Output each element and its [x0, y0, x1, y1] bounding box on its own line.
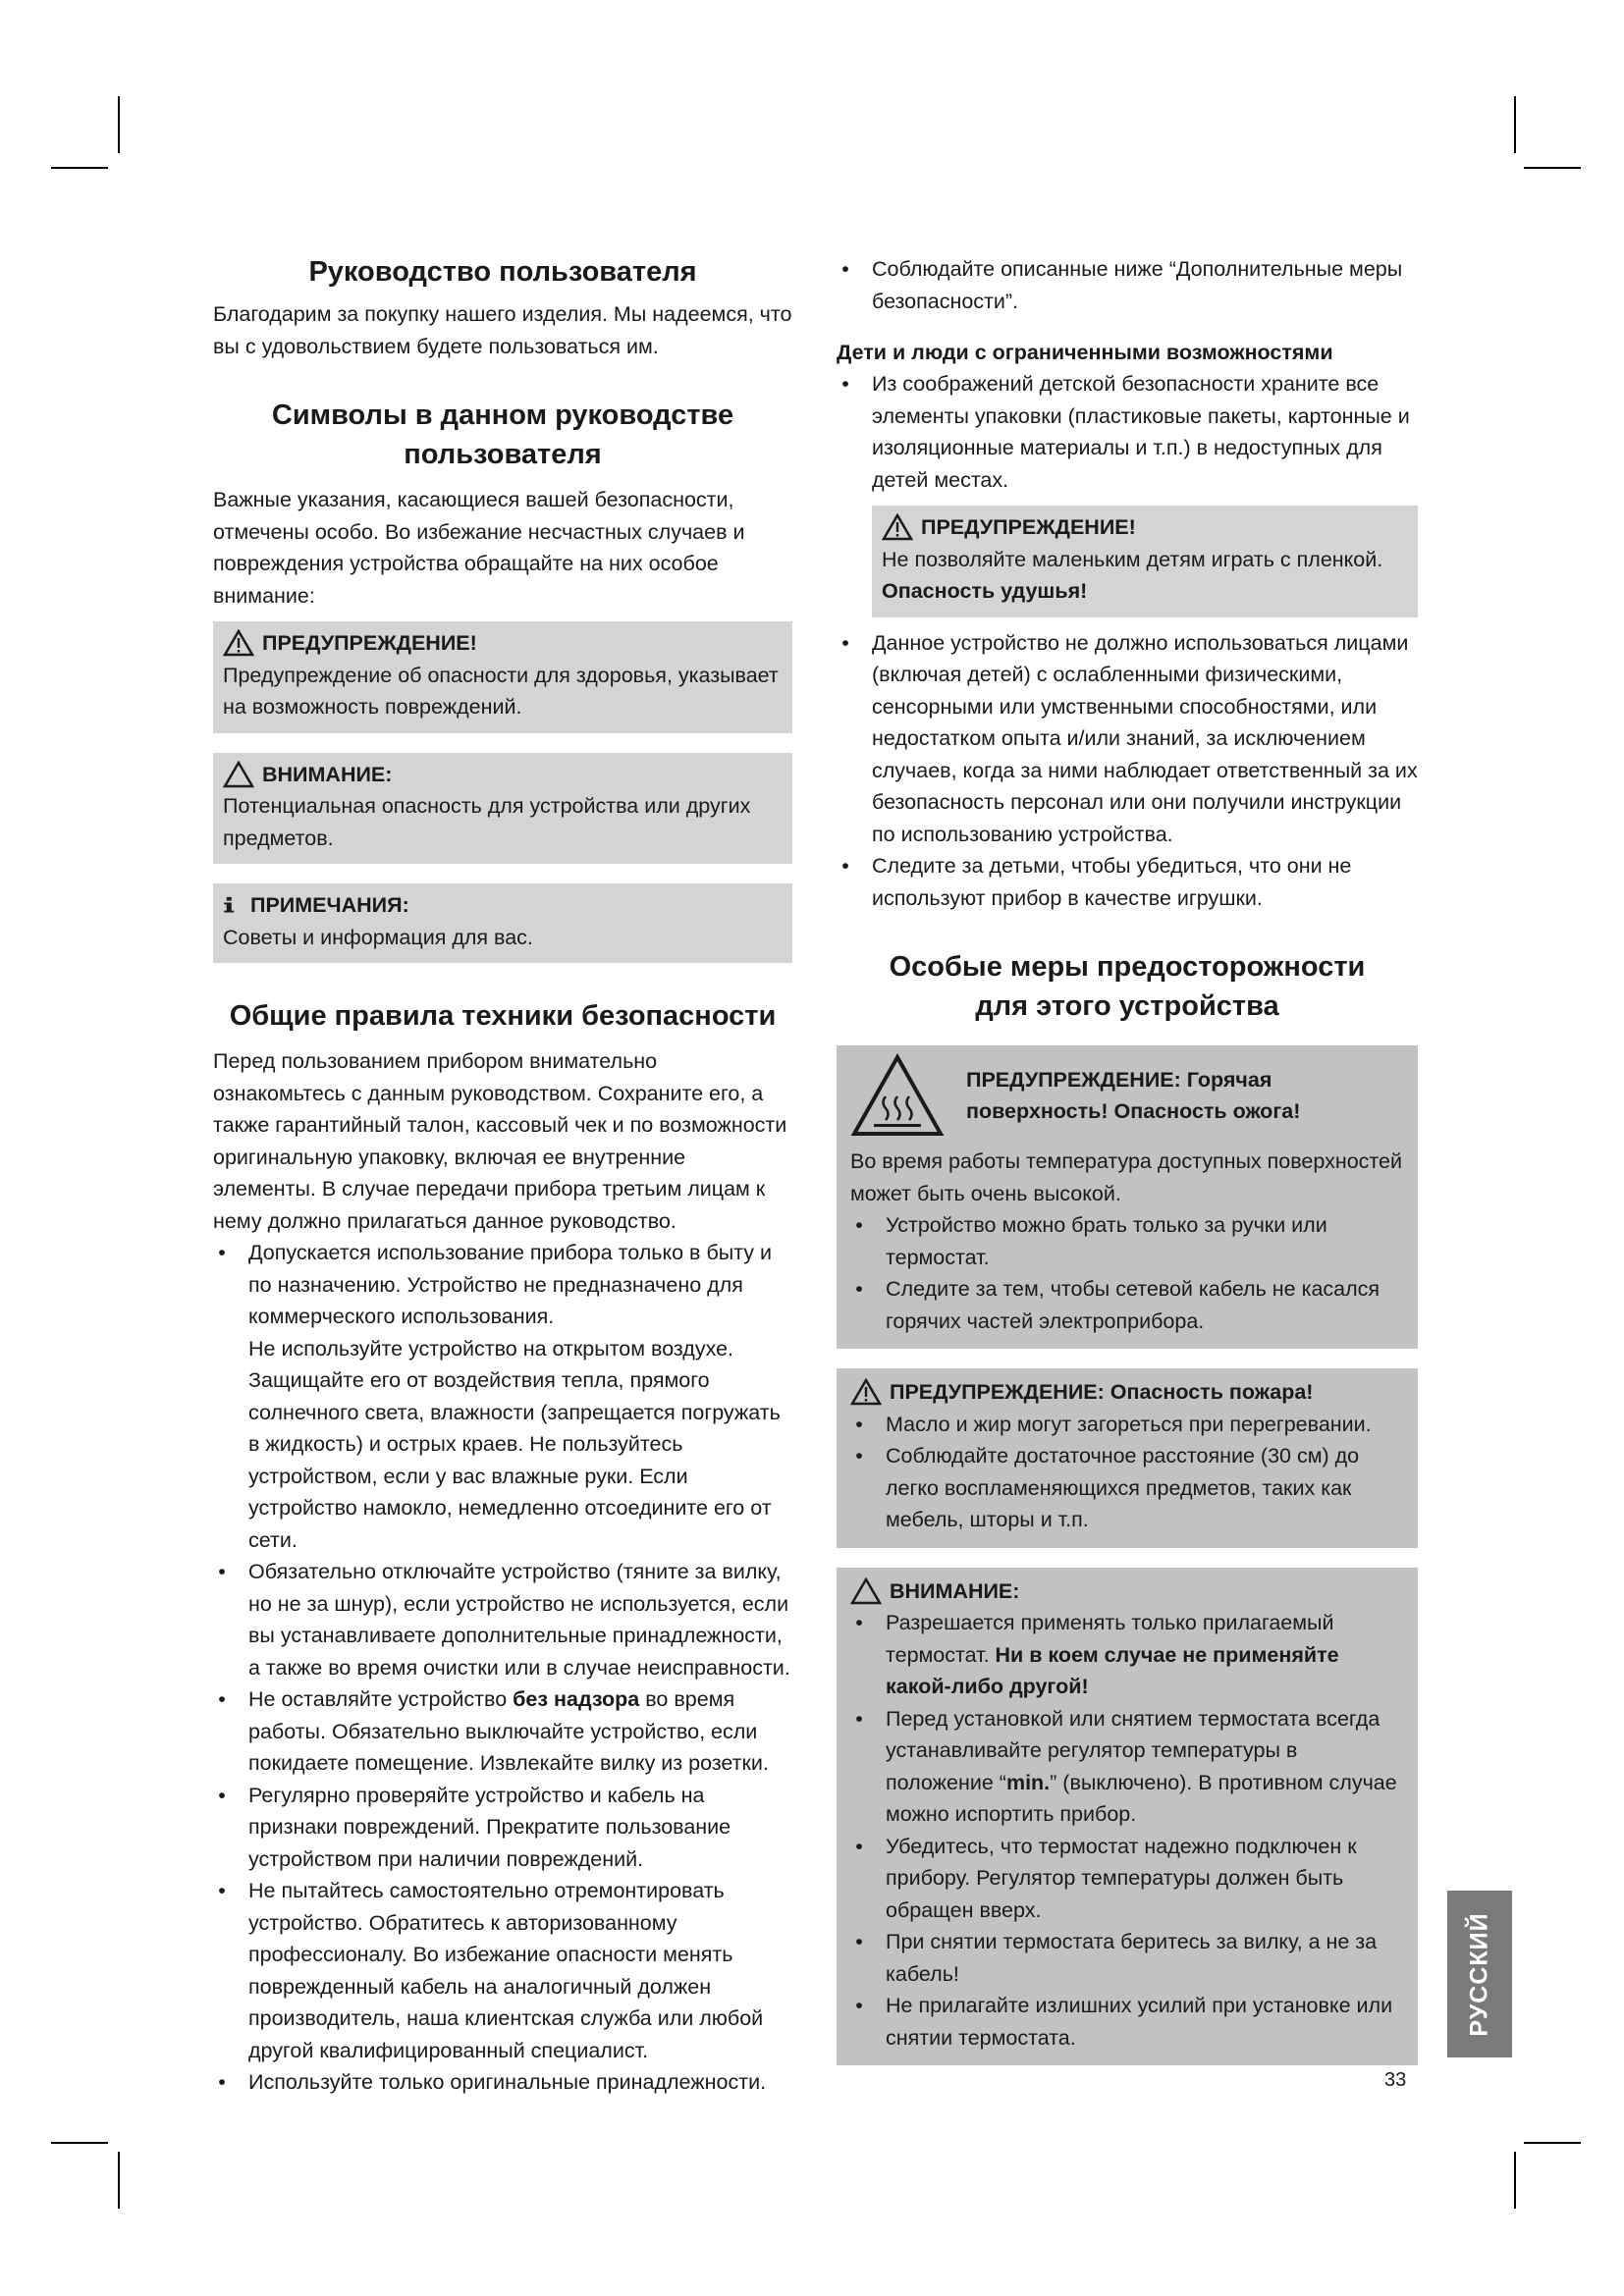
bullet-bold-text: min. — [1005, 1770, 1051, 1794]
film-warning-title-row — [882, 511, 1408, 544]
crop-mark — [1514, 96, 1516, 153]
top-list — [837, 253, 1418, 317]
list-item: • Соблюдайте достаточное расстояние (30 см) до легко воспламеняющихся предметов, таких как мебель, шторы и т.п. — [850, 1440, 1404, 1536]
list-item: • Регулярно проверяйте устройство и кабель на признаки повреждений. Прекратите пользование устройством при наличии повреждений. — [213, 1780, 792, 1876]
note-text: Советы и информация для вас. — [223, 925, 533, 949]
list-item — [850, 1703, 1404, 1831]
list-item: • Убедитесь, что термостат надежно подключен к прибору. Регулятор температуры должен быть обращен вверх. — [850, 1831, 1404, 1927]
hot-title-line-2: поверхность! Опасность ожога! — [966, 1099, 1301, 1123]
special-title — [837, 947, 1418, 1026]
crop-mark — [1514, 2152, 1516, 2209]
children-list-2 — [837, 627, 1418, 915]
caution-text: Потенциальная опасность для устройства или других предметов. — [223, 794, 751, 850]
bullet-text: Не оставляйте устройство — [248, 1687, 514, 1711]
film-warning-text: Не позволяйте маленьким детям играть с пленкой. — [882, 547, 1383, 571]
bullet-bold-text: Ни в коем случае не применяйте какой-либо другой! — [886, 1642, 1339, 1698]
caution-title: ВНИМАНИЕ: — [262, 762, 393, 786]
list-item: • Устройство можно брать только за ручки или термостат. — [850, 1209, 1404, 1273]
language-tab — [1447, 1891, 1512, 2057]
hot-surface-text: Во время работы температура доступных поверхностей может быть очень высокой. — [850, 1149, 1403, 1205]
symbols-text: Важные указания, касающиеся вашей безопасности, отмечены особо. Во избежание несчастных случаев и повреждения устройства обращайте на них особое внимание: — [213, 488, 745, 608]
symbols-title-line-1: Символы в данном руководстве — [271, 400, 734, 431]
language-tab-label: РУССКИЙ — [1465, 1911, 1493, 2037]
list-item — [850, 1607, 1404, 1703]
hot-surface-list — [850, 1209, 1404, 1337]
list-item: • Следите за тем, чтобы сетевой кабель не касался горячих частей электроприбора. — [850, 1273, 1404, 1337]
list-item: • При снятии термостата беритесь за вилку, а не за кабель! — [850, 1926, 1404, 1990]
hot-surface-icon — [850, 1053, 945, 1138]
left-column — [213, 253, 792, 2099]
list-item: • Из соображений детской безопасности храните все элементы упаковки (пластиковые пакеты, картонные и изоляционные материалы и т.п.) в недоступных для детей местах. — [837, 368, 1418, 496]
symbols-title-line-2: пользователя — [404, 439, 602, 470]
attention-title: ВНИМАНИЕ: — [890, 1578, 1020, 1603]
fire-warning-title: ПРЕДУПРЕЖДЕНИЕ: Опасность пожара! — [890, 1380, 1314, 1404]
note-box-title — [223, 889, 783, 922]
special-title-line-2: для этого устройства — [975, 990, 1279, 1022]
list-item: • Обязательно отключайте устройство (тяните за вилку, но не за шнур), если устройство не используется, если вы устанавливаете дополнительные принадлежности, а также во время очистки или в случае неисправности. — [213, 1556, 792, 1683]
hot-surface-header — [850, 1053, 1404, 1138]
bullet-text: Разрешается применять только прилагаемый термостат. — [886, 1611, 1334, 1667]
bullet-bold-text: без надзора — [513, 1687, 640, 1711]
warning-triangle-icon — [882, 513, 913, 541]
bullet-text: во время работы. Обязательно выключайте устройство, если покидаете помещение. Извлекайте вилку из розетки. — [248, 1687, 769, 1775]
fire-warning-list — [850, 1409, 1404, 1536]
warning-text: Предупреждение об опасности для здоровья, указывает на возможность повреждений. — [223, 663, 779, 719]
list-item — [213, 1683, 792, 1780]
film-warning-bold: Опасность удушья! — [882, 579, 1088, 603]
warning-triangle-icon — [850, 1378, 882, 1406]
crop-mark — [118, 2152, 120, 2209]
general-safety-text: Перед пользованием прибором внимательно ознакомьтесь с данным руководством. Сохраните его, а также гарантийный талон, кассовый чек и по возможности оригинальную упаковку, включая ее внутренние элементы. В случае передачи прибора третьим лицам к нему должно прилагаться данное руководство. — [213, 1049, 787, 1233]
film-warning-box — [872, 506, 1418, 617]
page-number: 33 — [1384, 2069, 1407, 2091]
list-item: • Следите за детьми, чтобы убедиться, что они не используют прибор в качестве игрушки. — [837, 850, 1418, 914]
film-warning-title: ПРЕДУПРЕЖДЕНИЕ! — [921, 515, 1136, 539]
hot-surface-title — [966, 1064, 1300, 1128]
intro-text: Благодарим за покупку нашего изделия. Мы надеемся, что вы с удовольствием будете пользоваться им. — [213, 302, 792, 358]
bullet-text: Перед установкой или снятием термостата всегда устанавливайте регулятор температуры в положение “ — [886, 1706, 1380, 1794]
caution-box — [213, 753, 792, 865]
warning-title: ПРЕДУПРЕЖДЕНИЕ! — [262, 631, 477, 655]
hot-surface-box — [837, 1045, 1418, 1349]
children-list — [837, 368, 1418, 496]
crop-mark — [51, 2142, 108, 2144]
crop-mark — [1524, 2142, 1581, 2144]
attention-box — [837, 1568, 1418, 2066]
list-item: • Масло и жир могут загореться при перегревании. — [850, 1409, 1404, 1441]
general-safety-list — [213, 1237, 792, 2099]
children-heading: Дети и люди с ограниченными возможностями — [837, 341, 1333, 364]
crop-mark — [51, 167, 108, 169]
crop-mark — [1524, 167, 1581, 169]
crop-mark — [118, 96, 120, 153]
bullet-text: ” (выключено). В противном случае можно испортить прибор. — [886, 1770, 1397, 1826]
note-box — [213, 883, 792, 963]
special-title-line-1: Особые меры предосторожности — [889, 951, 1366, 983]
list-item: • Соблюдайте описанные ниже “Дополнительные меры безопасности”. — [837, 253, 1418, 317]
list-item: • Данное устройство не должно использоваться лицами (включая детей) с ослабленными физическими, сенсорными или умственными способностями, или недостатком опыта и/или знаний, за исключением случаев, когда за ними наблюдает ответственный за их безопасность персонал или они получили инструкции по использованию устройства. — [837, 627, 1418, 851]
attention-title-row — [850, 1575, 1404, 1608]
bullet-text: Допускается использование прибора только в быту и по назначению. Устройство не предназначено для коммерческого использования. — [248, 1241, 773, 1328]
warning-box — [213, 621, 792, 733]
caution-box-title — [223, 759, 783, 791]
caution-triangle-icon — [223, 761, 254, 788]
list-item — [213, 1237, 792, 1556]
right-column — [837, 253, 1418, 2065]
warning-triangle-icon — [223, 629, 254, 657]
attention-list — [850, 1607, 1404, 2054]
hot-title-line-1: ПРЕДУПРЕЖДЕНИЕ: Горячая — [966, 1067, 1272, 1092]
list-item: • Используйте только оригинальные принадлежности. — [213, 2066, 792, 2099]
list-item: • Не прилагайте излишних усилий при установке или снятии термостата. — [850, 1990, 1404, 2054]
fire-warning-title-row — [850, 1376, 1404, 1409]
warning-box-title — [223, 627, 783, 660]
bullet-continuation: Не используйте устройство на открытом воздухе. Защищайте его от воздействия тепла, прямого солнечного света, влажности (запрещается погружать в жидкость) и острых краев. Не пользуйтесь устройством, если у вас влажные руки. Если устройство намокло, немедленно отсоедините его от сети. — [248, 1336, 781, 1552]
symbols-title — [213, 396, 792, 474]
info-icon — [223, 891, 243, 919]
manual-title: Руководство пользователя — [308, 256, 697, 288]
general-safety-title: Общие правила техники безопасности — [229, 1000, 777, 1032]
caution-triangle-icon — [850, 1577, 882, 1605]
note-title: ПРИМЕЧАНИЯ: — [250, 893, 409, 917]
list-item: • Не пытайтесь самостоятельно отремонтировать устройство. Обратитесь к авторизованному профессионалу. Во избежание опасности менять поврежденный кабель на аналогичный должен производитель, наша клиентская служба или любой другой квалифицированный специалист. — [213, 1875, 792, 2066]
fire-warning-box — [837, 1368, 1418, 1548]
